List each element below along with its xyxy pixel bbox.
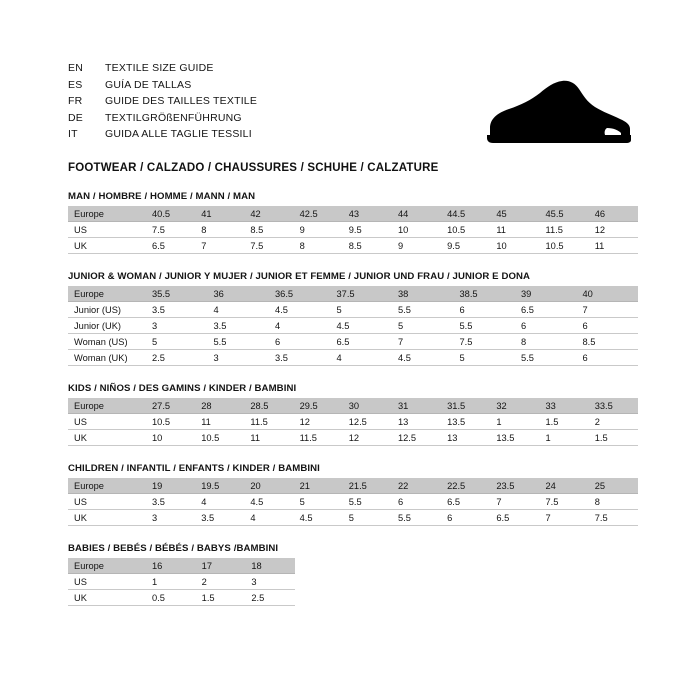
table-header-cell: 17 xyxy=(196,558,246,574)
table-cell: 6 xyxy=(392,494,441,510)
table-cell: 9.5 xyxy=(441,238,490,254)
language-code: FR xyxy=(68,95,83,107)
table-cell: 1.5 xyxy=(589,430,638,446)
table-row xyxy=(68,222,638,238)
table-header-cell: 22 xyxy=(392,478,441,494)
table-cell: 10.5 xyxy=(146,414,195,430)
table-header-cell: 44.5 xyxy=(441,206,490,222)
table-header-cell: Europe xyxy=(68,398,146,414)
table-header-cell: 28 xyxy=(195,398,244,414)
table-cell: 8.5 xyxy=(343,238,392,254)
table-cell: 7 xyxy=(195,238,244,254)
size-block-children xyxy=(68,463,638,526)
table-cell: 12.5 xyxy=(392,430,441,446)
table-cell: 6 xyxy=(515,318,577,334)
language-title-list xyxy=(68,60,257,143)
table-cell: 11.5 xyxy=(540,222,589,238)
table-cell: 10 xyxy=(490,238,539,254)
table-cell: 5 xyxy=(343,510,392,526)
table-cell: 11.5 xyxy=(294,430,343,446)
table-cell: 5 xyxy=(454,350,516,366)
table-header-cell: 41 xyxy=(195,206,244,222)
table-cell: 8.5 xyxy=(577,334,639,350)
table-cell: 2.5 xyxy=(245,590,295,606)
table-cell: 13.5 xyxy=(490,430,539,446)
table-header-cell: 36 xyxy=(208,286,270,302)
table-cell: 8 xyxy=(589,494,638,510)
table-cell: 3.5 xyxy=(269,350,331,366)
table-cell: 7.5 xyxy=(244,238,293,254)
table-cell: 13 xyxy=(392,414,441,430)
table-header-cell: 38 xyxy=(392,286,454,302)
table-header-cell: 31 xyxy=(392,398,441,414)
table-header-cell: 19.5 xyxy=(195,478,244,494)
table-cell: 4.5 xyxy=(331,318,393,334)
table-cell: 12 xyxy=(294,414,343,430)
language-row xyxy=(68,110,257,127)
language-row xyxy=(68,77,257,94)
table-header-cell: Europe xyxy=(68,478,146,494)
table-header-cell: 33 xyxy=(540,398,589,414)
table-header-row xyxy=(68,206,638,222)
table-cell: 5.5 xyxy=(515,350,577,366)
table-cell: 5.5 xyxy=(343,494,392,510)
table-cell: 8 xyxy=(294,238,343,254)
size-table-babies xyxy=(68,558,295,606)
table-cell: 3.5 xyxy=(208,318,270,334)
table-header-cell: 24 xyxy=(540,478,589,494)
table-header-cell: 46 xyxy=(589,206,638,222)
table-cell: 1 xyxy=(490,414,539,430)
language-title: TEXTILGRÖßENFÜHRUNG xyxy=(105,111,242,124)
language-code: EN xyxy=(68,62,83,74)
size-block-man xyxy=(68,191,638,254)
table-header-row xyxy=(68,558,295,574)
table-header-row xyxy=(68,398,638,414)
table-cell: 6 xyxy=(269,334,331,350)
table-header-row xyxy=(68,286,638,302)
table-header-cell: 29.5 xyxy=(294,398,343,414)
language-row xyxy=(68,126,257,143)
language-title: GUIDA ALLE TAGLIE TESSILI xyxy=(105,128,252,140)
table-cell: 10 xyxy=(392,222,441,238)
size-table-junior-woman xyxy=(68,286,638,366)
table-row xyxy=(68,350,638,366)
table-row xyxy=(68,574,295,590)
table-header-cell: Europe xyxy=(68,558,146,574)
row-label: US xyxy=(68,222,146,238)
table-row xyxy=(68,510,638,526)
table-header-cell: 20 xyxy=(244,478,293,494)
table-header-cell: 42.5 xyxy=(294,206,343,222)
table-cell: 6 xyxy=(577,318,639,334)
size-block-junior-woman xyxy=(68,271,638,366)
table-cell: 3 xyxy=(146,510,195,526)
table-cell: 4.5 xyxy=(244,494,293,510)
row-label: UK xyxy=(68,510,146,526)
table-cell: 0.5 xyxy=(146,590,196,606)
table-cell: 13.5 xyxy=(441,414,490,430)
table-cell: 7 xyxy=(392,334,454,350)
language-title: GUÍA DE TALLAS xyxy=(105,78,192,91)
table-header-cell: 38.5 xyxy=(454,286,516,302)
table-row xyxy=(68,334,638,350)
table-cell: 4.5 xyxy=(269,302,331,318)
footwear-section-title: FOOTWEAR / CALZADO / CHAUSSURES / SCHUHE / CALZATURE xyxy=(68,162,439,174)
table-header-cell: 30 xyxy=(343,398,392,414)
language-code: IT xyxy=(68,128,78,140)
block-title: BABIES / BEBÉS / BÉBÉS / BABYS /BAMBINI xyxy=(68,543,279,554)
table-cell: 4 xyxy=(195,494,244,510)
table-header-cell: 28.5 xyxy=(244,398,293,414)
language-row xyxy=(68,60,257,77)
table-header-cell: 37.5 xyxy=(331,286,393,302)
table-cell: 5.5 xyxy=(392,510,441,526)
table-cell: 10 xyxy=(146,430,195,446)
table-cell: 3.5 xyxy=(146,494,195,510)
table-row xyxy=(68,414,638,430)
table-header-cell: 40.5 xyxy=(146,206,195,222)
table-cell: 6 xyxy=(441,510,490,526)
table-cell: 12 xyxy=(589,222,638,238)
table-cell: 6 xyxy=(577,350,639,366)
table-row xyxy=(68,302,638,318)
table-cell: 6.5 xyxy=(331,334,393,350)
table-header-cell: 27.5 xyxy=(146,398,195,414)
table-cell: 6.5 xyxy=(490,510,539,526)
table-header-cell: 45.5 xyxy=(540,206,589,222)
row-label: Woman (UK) xyxy=(68,350,146,366)
table-cell: 6 xyxy=(454,302,516,318)
table-cell: 9.5 xyxy=(343,222,392,238)
language-code: ES xyxy=(68,78,83,91)
table-cell: 11 xyxy=(244,430,293,446)
table-row xyxy=(68,494,638,510)
table-cell: 10.5 xyxy=(441,222,490,238)
row-label: US xyxy=(68,414,146,430)
table-header-cell: 31.5 xyxy=(441,398,490,414)
table-cell: 4.5 xyxy=(294,510,343,526)
table-header-cell: 23.5 xyxy=(490,478,539,494)
table-row xyxy=(68,590,295,606)
table-cell: 7 xyxy=(490,494,539,510)
block-title: KIDS / NIÑOS / DES GAMINS / KINDER / BAMBINI xyxy=(68,383,297,394)
table-header-cell: 43 xyxy=(343,206,392,222)
table-header-cell: 39 xyxy=(515,286,577,302)
table-header-row xyxy=(68,478,638,494)
table-cell: 4 xyxy=(244,510,293,526)
table-cell: 6.5 xyxy=(146,238,195,254)
table-header-cell: 42 xyxy=(244,206,293,222)
table-header-cell: 40 xyxy=(577,286,639,302)
table-cell: 6.5 xyxy=(515,302,577,318)
table-header-cell: Europe xyxy=(68,286,146,302)
table-cell: 3 xyxy=(146,318,208,334)
table-cell: 3.5 xyxy=(146,302,208,318)
table-cell: 2 xyxy=(196,574,246,590)
table-row xyxy=(68,430,638,446)
table-header-cell: 45 xyxy=(490,206,539,222)
table-header-cell: Europe xyxy=(68,206,146,222)
table-cell: 5.5 xyxy=(454,318,516,334)
table-cell: 10.5 xyxy=(540,238,589,254)
row-label: Junior (US) xyxy=(68,302,146,318)
table-cell: 7.5 xyxy=(540,494,589,510)
block-title: JUNIOR & WOMAN / JUNIOR Y MUJER / JUNIOR ET FEMME / JUNIOR UND FRAU / JUNIOR E DONA xyxy=(68,271,531,282)
table-cell: 1 xyxy=(146,574,196,590)
row-label: US xyxy=(68,494,146,510)
table-row xyxy=(68,238,638,254)
table-cell: 13 xyxy=(441,430,490,446)
table-header-cell: 21 xyxy=(294,478,343,494)
table-cell: 4 xyxy=(331,350,393,366)
table-cell: 7 xyxy=(577,302,639,318)
table-cell: 1 xyxy=(540,430,589,446)
row-label: Junior (UK) xyxy=(68,318,146,334)
size-table-man xyxy=(68,206,638,254)
table-cell: 11 xyxy=(490,222,539,238)
table-header-cell: 36.5 xyxy=(269,286,331,302)
table-cell: 4 xyxy=(208,302,270,318)
table-cell: 5 xyxy=(294,494,343,510)
table-cell: 5 xyxy=(146,334,208,350)
language-title: GUIDE DES TAILLES TEXTILE xyxy=(105,95,258,107)
table-header-cell: 21.5 xyxy=(343,478,392,494)
size-table-kids xyxy=(68,398,638,446)
table-cell: 9 xyxy=(392,238,441,254)
language-row xyxy=(68,93,257,110)
table-cell: 8 xyxy=(195,222,244,238)
table-cell: 7.5 xyxy=(146,222,195,238)
block-title: CHILDREN / INFANTIL / ENFANTS / KINDER / BAMBINI xyxy=(68,463,320,474)
table-cell: 3 xyxy=(245,574,295,590)
table-cell: 10.5 xyxy=(195,430,244,446)
row-label: US xyxy=(68,574,146,590)
table-header-cell: 35.5 xyxy=(146,286,208,302)
table-cell: 11 xyxy=(589,238,638,254)
table-cell: 7 xyxy=(540,510,589,526)
table-row xyxy=(68,318,638,334)
row-label: Woman (US) xyxy=(68,334,146,350)
language-code: DE xyxy=(68,111,83,124)
table-cell: 8 xyxy=(515,334,577,350)
table-cell: 4 xyxy=(269,318,331,334)
table-cell: 11.5 xyxy=(244,414,293,430)
size-block-kids xyxy=(68,383,638,446)
block-title: MAN / HOMBRE / HOMME / MANN / MAN xyxy=(68,191,256,202)
table-header-cell: 16 xyxy=(146,558,196,574)
table-cell: 4.5 xyxy=(392,350,454,366)
table-cell: 5.5 xyxy=(392,302,454,318)
table-cell: 7.5 xyxy=(454,334,516,350)
table-cell: 5 xyxy=(331,302,393,318)
table-cell: 11 xyxy=(195,414,244,430)
table-cell: 2.5 xyxy=(146,350,208,366)
table-cell: 3 xyxy=(208,350,270,366)
table-cell: 7.5 xyxy=(589,510,638,526)
table-cell: 6.5 xyxy=(441,494,490,510)
table-header-cell: 32 xyxy=(490,398,539,414)
table-cell: 2 xyxy=(589,414,638,430)
table-cell: 5 xyxy=(392,318,454,334)
row-label: UK xyxy=(68,238,146,254)
size-block-babies xyxy=(68,543,638,606)
table-cell: 12 xyxy=(343,430,392,446)
language-title: TEXTILE SIZE GUIDE xyxy=(105,62,214,74)
page-header xyxy=(68,60,638,148)
table-cell: 3.5 xyxy=(195,510,244,526)
table-cell: 9 xyxy=(294,222,343,238)
table-cell: 1.5 xyxy=(196,590,246,606)
size-table-children xyxy=(68,478,638,526)
table-header-cell: 18 xyxy=(245,558,295,574)
table-cell: 5.5 xyxy=(208,334,270,350)
table-cell: 12.5 xyxy=(343,414,392,430)
table-header-cell: 33.5 xyxy=(589,398,638,414)
table-header-cell: 19 xyxy=(146,478,195,494)
table-cell: 1.5 xyxy=(540,414,589,430)
row-label: UK xyxy=(68,590,146,606)
table-header-cell: 44 xyxy=(392,206,441,222)
table-header-cell: 25 xyxy=(589,478,638,494)
dress-shoe-icon xyxy=(457,78,632,148)
table-cell: 8.5 xyxy=(244,222,293,238)
table-header-cell: 22.5 xyxy=(441,478,490,494)
row-label: UK xyxy=(68,430,146,446)
